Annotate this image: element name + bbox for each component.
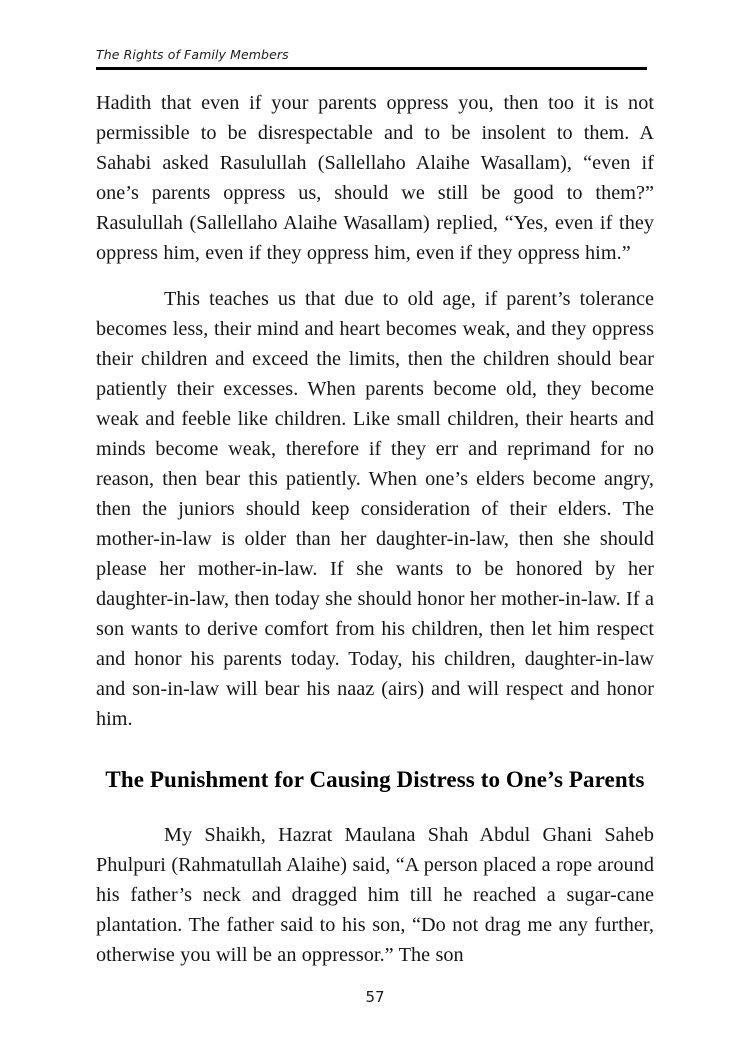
paragraph-old-age-tolerance: This teaches us that due to old age, if parent’s tolerance becomes less, their mind and heart becomes weak, and they oppress their children and exceed the limits, then the children should bear patiently their excesses. When parents become old, they become weak and feeble like children. Like small children, their hearts and minds become weak, therefore if they err and reprimand for no reason, then bear this patiently. When one’s elders become angry, then the juniors should keep consideration of their elders. The mother-in-law is older than her daughter-in-law, then she should please her mother-in-law. If she wants to be honored by her daughter-in-law, then today she should honor her mother-in-law. If a son wants to derive comfort from his children, then let him respect and honor his parents today. Today, his children, daughter-in-law and son-in-law will bear his naaz (airs) and will respect and honor him. [96, 288, 654, 730]
page-number: 57 [365, 988, 385, 1006]
running-header [96, 47, 654, 63]
section-heading-punishment: The Punishment for Causing Distress to One’s Parents [105, 767, 645, 792]
running-header-text: The Rights of Family Members [96, 47, 289, 62]
paragraph-shaikh-story: My Shaikh, Hazrat Maulana Shah Abdul Ghani Saheb Phulpuri (Rahmatullah Alaihe) said, “A person placed a rope around his father’s neck and dragged him till he reached a sugar-cane plantation. The father said to his son, “Do not drag me any further, otherwise you will be an oppressor.” The son [96, 824, 654, 966]
paragraph-hadith-oppress: Hadith that even if your parents oppress you, then too it is not permissible to be disrespectable and to be insolent to them. A Sahabi asked Rasulullah (Sallellaho Alaihe Wasallam), “even if one’s parents oppress us, should we still be good to them?” Rasulullah (Sallellaho Alaihe Wasallam) replied, “Yes, even if they oppress him, even if they oppress him, even if they oppress him.” [96, 92, 654, 264]
page-body [96, 88, 654, 970]
header-rule-divider [96, 67, 647, 70]
section-heading-wrap [96, 762, 654, 798]
